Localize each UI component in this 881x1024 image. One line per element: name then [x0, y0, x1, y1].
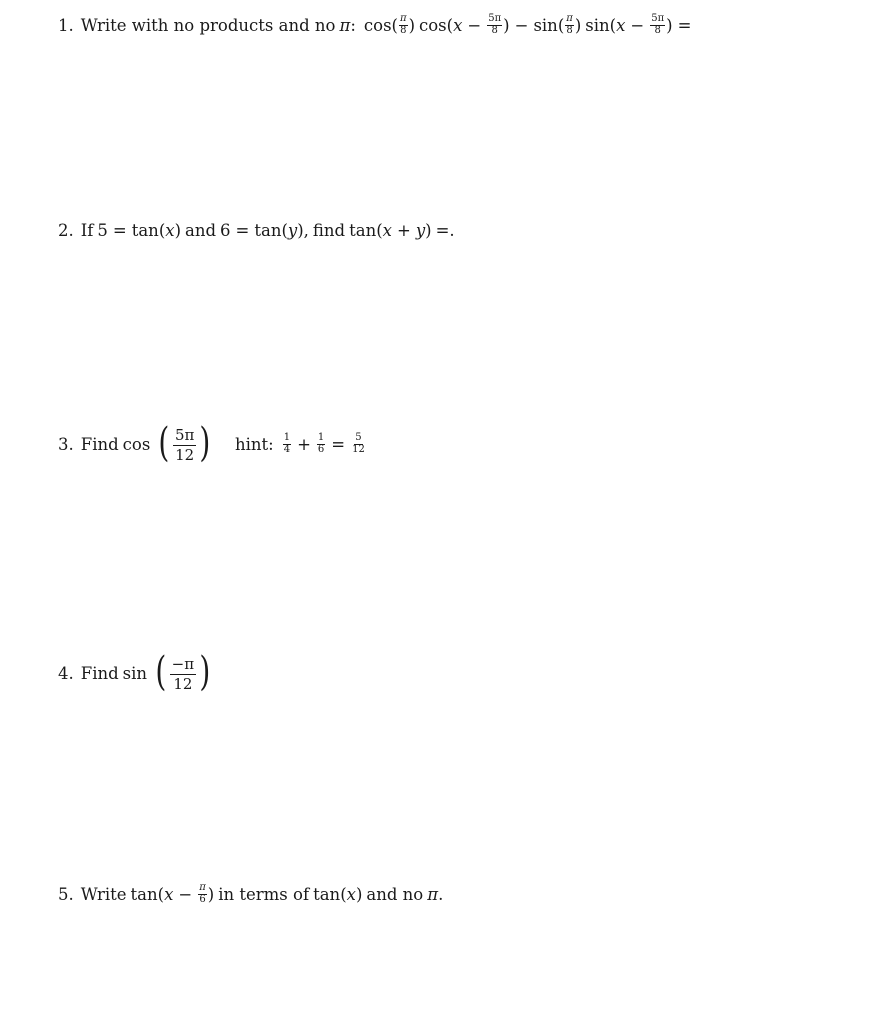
pi-symbol: π — [339, 15, 351, 35]
period: . — [438, 884, 444, 904]
variable-x: x — [346, 884, 356, 904]
problem-5: 5. Write tan ( x − $\frac{\pi}{6}$ ) in terms of tan ( x ) and no π . — [58, 882, 444, 905]
sin-fn: sin — [585, 15, 610, 35]
equals-sign: = — [331, 434, 346, 454]
tan-fn: tan — [131, 221, 159, 240]
equals-sign: = — [235, 221, 250, 240]
plus-sign: + — [297, 434, 311, 454]
phrase-and-no: and no — [366, 884, 424, 904]
fraction-5pi-over-8: $\frac{5\pi}{8}$ — [488, 13, 502, 36]
fraction-1-over-4: 1 4 — [283, 432, 291, 455]
variable-x: x — [164, 884, 174, 904]
cos-fn: cos — [363, 15, 392, 35]
problem-text: Write with no products and no — [80, 15, 336, 35]
number-5: 5 — [97, 221, 108, 240]
sin-fn: sin — [533, 15, 558, 35]
minus-sign: − — [514, 15, 529, 35]
hint-label: hint: — [234, 434, 274, 454]
word-if: If — [80, 221, 94, 240]
problem-4 — [58, 649, 213, 695]
problem-number: 3. — [58, 434, 74, 454]
fraction-5-over-12: $\frac{5}{12}$ — [352, 432, 365, 455]
cos-fn: cos — [122, 434, 151, 454]
variable-x: x — [453, 15, 463, 35]
colon: : — [350, 15, 356, 35]
fraction-5pi-over-8: $\frac{5\pi}{8}$ — [651, 13, 665, 36]
fraction-1-over-6: $\frac{1}{6}$ — [317, 432, 325, 455]
word-write: Write — [80, 884, 127, 904]
number-6: 6 — [220, 221, 231, 240]
variable-x: x — [616, 15, 626, 35]
word-and: and — [185, 221, 217, 240]
equals-sign: = — [677, 15, 692, 35]
word-find: Find — [80, 434, 119, 454]
word-find: find — [312, 221, 346, 240]
pi-symbol: π — [427, 884, 439, 904]
fraction-5pi-over-12: 5π 12 — [174, 425, 195, 464]
minus-sign: − — [467, 15, 482, 35]
word-find: Find — [80, 663, 119, 683]
variable-y: y — [287, 221, 298, 240]
equals-sign: = — [112, 221, 127, 240]
minus-sign: − — [630, 15, 645, 35]
variable-x: x — [165, 221, 175, 240]
variable-x: x — [382, 221, 392, 240]
problem-2: 2. If 5 = tan ( x ) and 6 = tan ( y ), find tan ( x + y ) =. — [58, 221, 455, 240]
tan-fn: tan — [313, 884, 341, 904]
paren-fraction: ( −π 12 ) — [155, 649, 211, 695]
tan-fn: tan — [349, 221, 377, 240]
tan-fn: tan — [130, 884, 158, 904]
fraction-neg-pi-over-12: −π 12 — [171, 654, 195, 693]
hint — [235, 434, 367, 456]
sin-fn: sin — [122, 663, 148, 683]
paren-fraction: ( 5π 12 ) — [158, 420, 211, 466]
problem-number: 5. — [58, 884, 74, 904]
fraction-pi-over-8: π 8 — [566, 13, 573, 36]
problem-1: 1. Write with no products and no π : cos ( π 8 ) cos ( x − $\frac{5\pi}{8}$ ) − sin ( π 8 ) sin ( x − $\frac{5\pi}{8}$ ) = — [58, 13, 692, 36]
minus-sign: − — [178, 884, 193, 904]
equals-period: =. — [435, 221, 455, 240]
problem-number: 1. — [58, 15, 74, 35]
phrase-in-terms-of: in terms of — [218, 884, 310, 904]
plus-sign: + — [396, 221, 411, 240]
problem-number: 4. — [58, 663, 74, 683]
fraction-pi-over-6: $\frac{\pi}{6}$ — [199, 882, 206, 905]
cos-fn: cos — [419, 15, 447, 35]
tan-fn: tan — [254, 221, 282, 240]
variable-y: y — [415, 221, 426, 240]
problem-3 — [58, 420, 367, 466]
fraction-pi-over-8: π 8 — [399, 13, 407, 36]
problem-number: 2. — [58, 221, 74, 240]
